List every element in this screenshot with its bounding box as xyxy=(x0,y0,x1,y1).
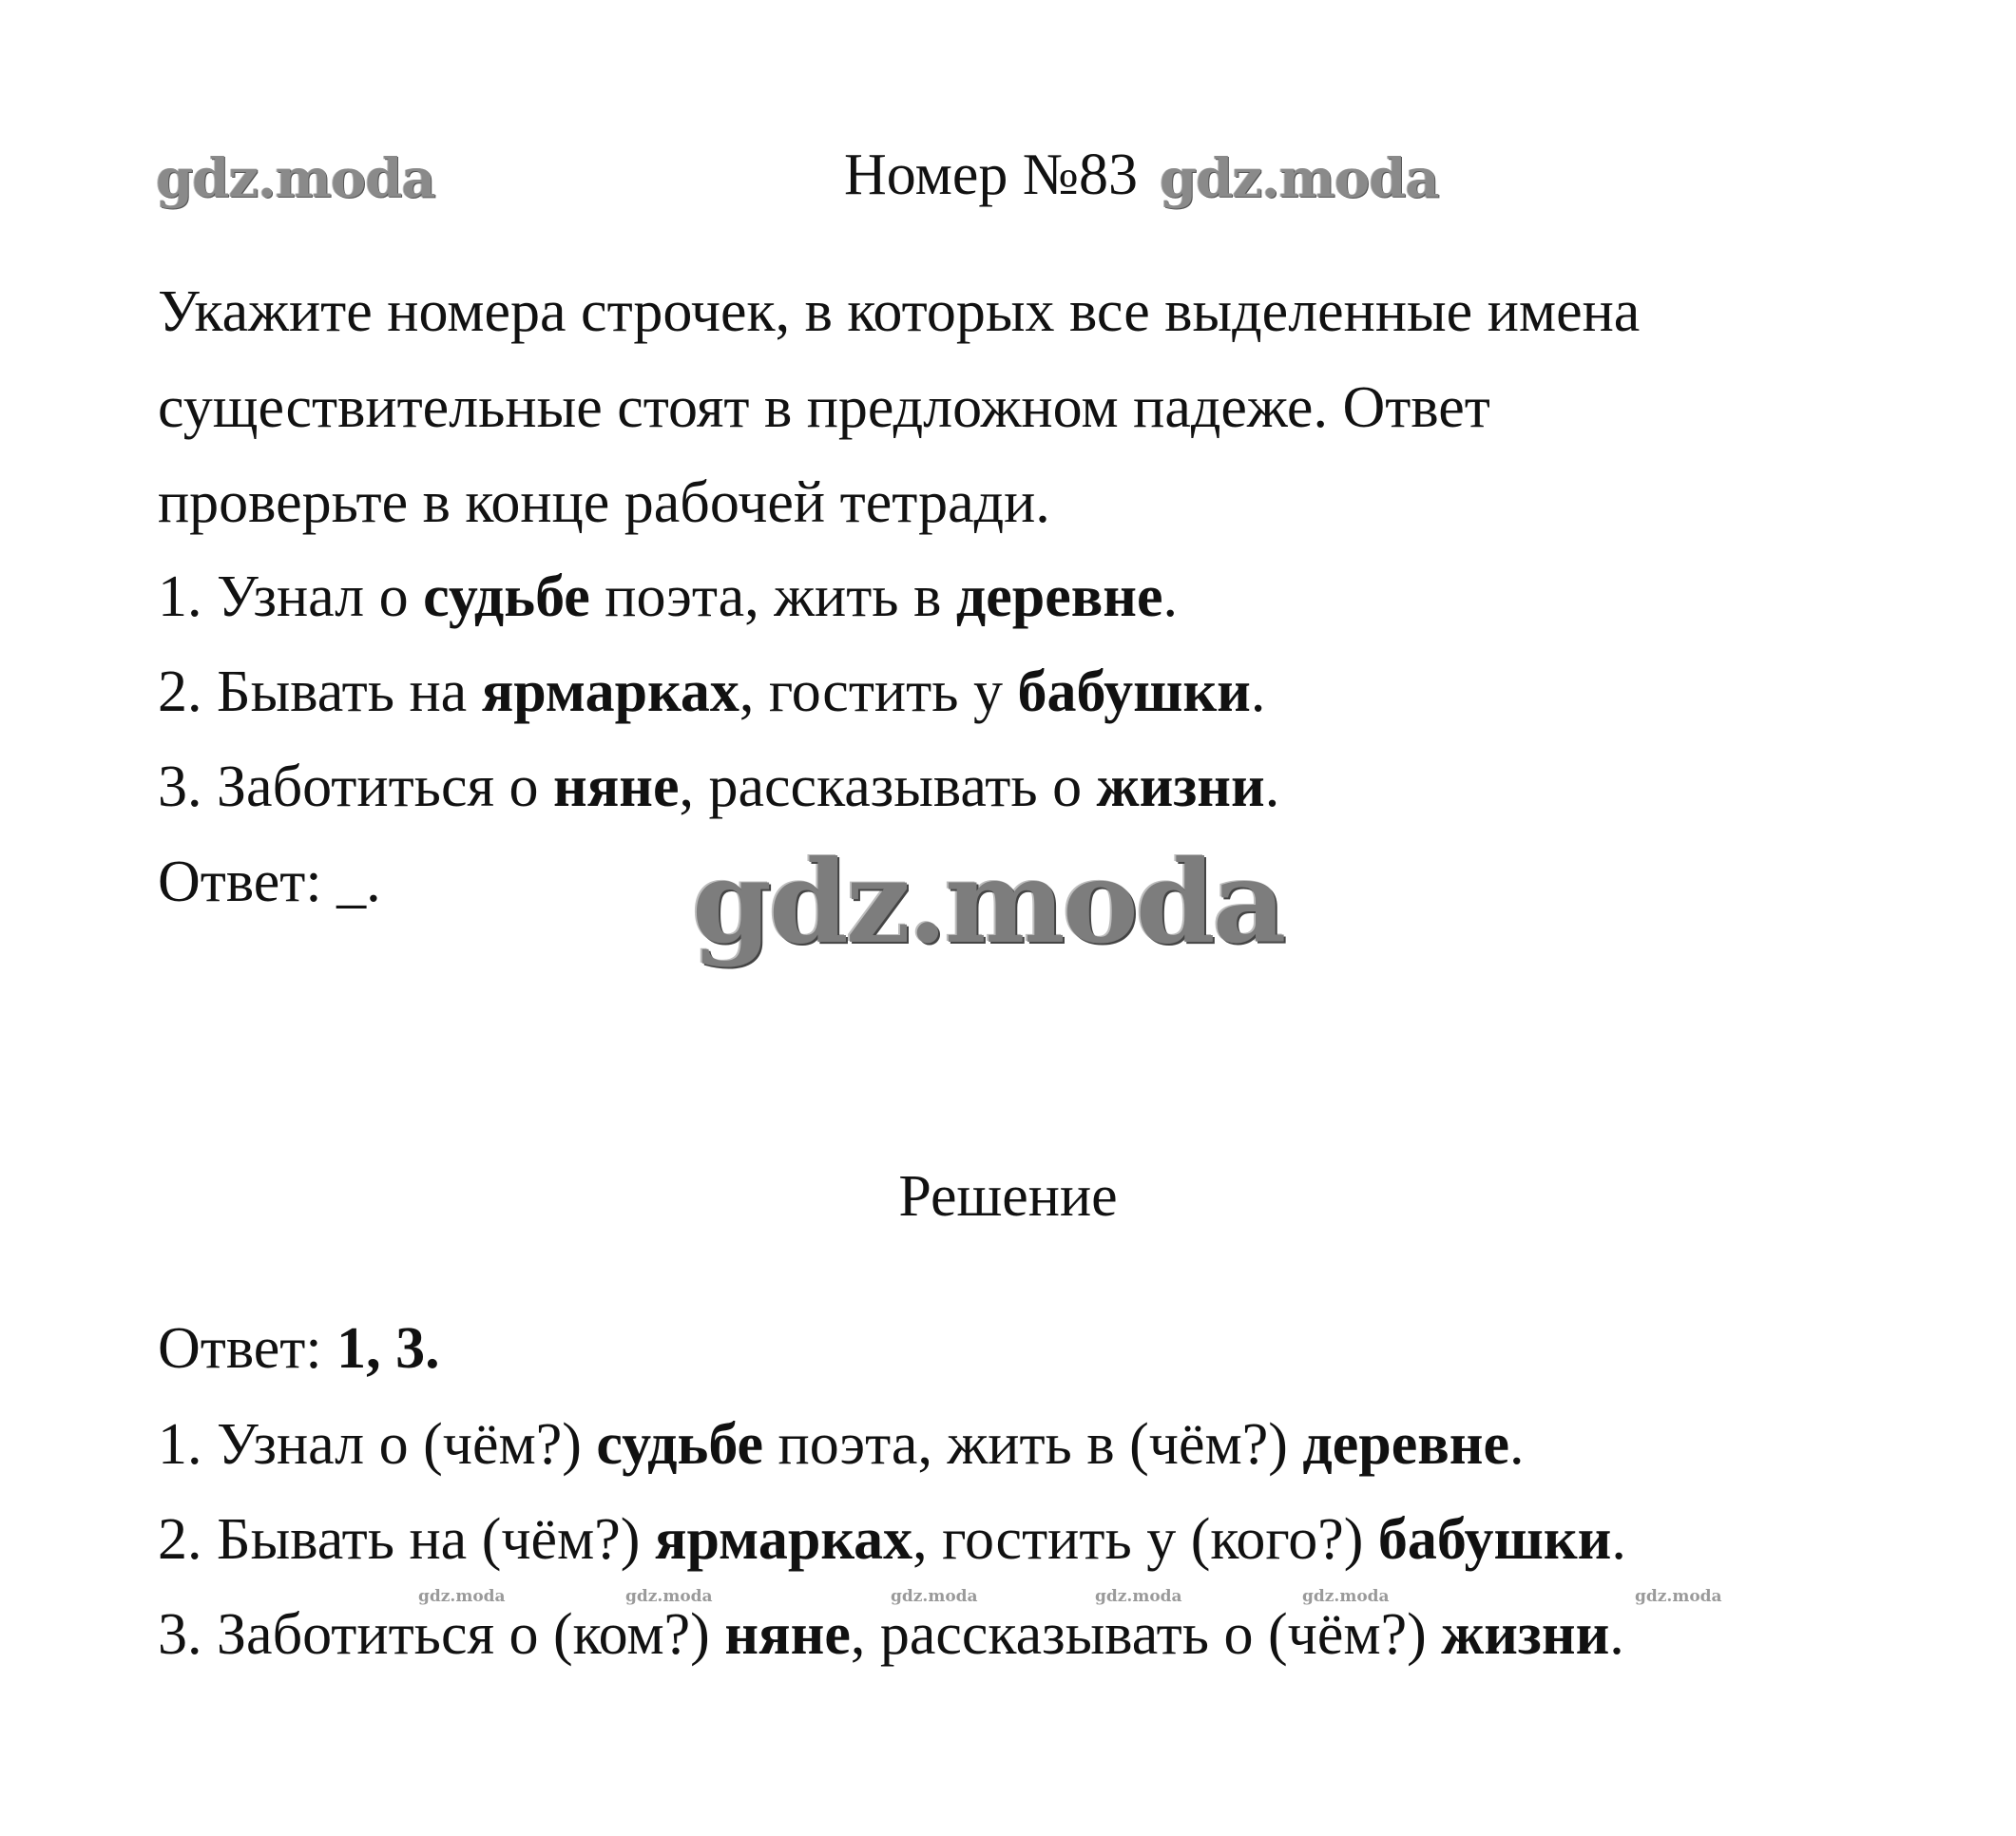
highlighted-noun: жизни xyxy=(1096,755,1265,819)
item-text: Узнал о (чём?) xyxy=(217,1412,597,1477)
highlighted-noun: судьбе xyxy=(596,1412,764,1477)
answer-value: 1, 3. xyxy=(336,1316,440,1381)
watermark-tiny: gdz.moda xyxy=(1095,1587,1182,1606)
item-text: Бывать на xyxy=(217,660,482,724)
item-text: , рассказывать о (чём?) xyxy=(850,1602,1442,1667)
item-text: , гостить у (кого?) xyxy=(912,1507,1378,1572)
solution-heading: Решение xyxy=(898,1164,1118,1229)
item-text: , рассказывать о xyxy=(679,755,1097,819)
answer-label: Ответ: xyxy=(158,1316,337,1381)
task-item-3 xyxy=(158,755,1280,819)
item-number: 1. xyxy=(158,564,202,629)
watermark-tiny: gdz.moda xyxy=(625,1587,713,1606)
solution-item-3 xyxy=(158,1602,1624,1667)
highlighted-noun: деревне xyxy=(1302,1412,1509,1477)
highlighted-noun: няне xyxy=(553,755,680,819)
highlighted-noun: ярмарках xyxy=(481,660,739,724)
task-text-line: существительные стоят в предложном падеже. Ответ xyxy=(158,375,1490,440)
watermark-tiny: gdz.moda xyxy=(418,1587,506,1606)
task-text-line: Укажите номера строчек, в которых все выделенные имена xyxy=(158,279,1641,344)
task-answer-blank: Ответ: _. xyxy=(158,850,381,914)
solution-item-2 xyxy=(158,1507,1626,1572)
watermark-tiny: gdz.moda xyxy=(1635,1587,1722,1606)
highlighted-noun: бабушки xyxy=(1017,660,1251,724)
task-item-2 xyxy=(158,660,1266,724)
highlighted-noun: судьбе xyxy=(423,564,590,629)
item-number: 3. xyxy=(158,755,202,819)
watermark-tiny: gdz.moda xyxy=(1302,1587,1390,1606)
task-item-1 xyxy=(158,564,1178,629)
item-end: . xyxy=(1162,564,1178,629)
item-end: . xyxy=(1508,1412,1525,1477)
item-text: Заботиться о xyxy=(217,755,553,819)
task-text-line: проверьте в конце рабочей тетради. xyxy=(158,470,1050,535)
watermark-top-right: gdz.moda xyxy=(1160,147,1439,210)
highlighted-noun: бабушки xyxy=(1377,1507,1612,1572)
watermark-tiny: gdz.moda xyxy=(891,1587,978,1606)
watermark-top-left: gdz.moda xyxy=(156,147,435,210)
item-text: Узнал о xyxy=(217,564,424,629)
item-text: поэта, жить в (чём?) xyxy=(763,1412,1303,1477)
solution-answer xyxy=(158,1316,440,1381)
highlighted-noun: жизни xyxy=(1441,1602,1610,1667)
item-number: 3. xyxy=(158,1602,202,1667)
item-end: . xyxy=(1611,1507,1626,1572)
highlighted-noun: няне xyxy=(724,1602,851,1667)
item-number: 2. xyxy=(158,1507,202,1572)
highlighted-noun: деревне xyxy=(955,564,1163,629)
item-text: Заботиться о (ком?) xyxy=(217,1602,725,1667)
item-end: . xyxy=(1250,660,1266,724)
item-end: . xyxy=(1609,1602,1624,1667)
item-text: Бывать на (чём?) xyxy=(217,1507,655,1572)
item-number: 1. xyxy=(158,1412,202,1477)
watermark-center: gdz.moda xyxy=(692,835,1284,969)
item-text: поэта, жить в xyxy=(589,564,956,629)
item-text: , гостить у xyxy=(739,660,1018,724)
item-number: 2. xyxy=(158,660,202,724)
solution-item-1 xyxy=(158,1412,1525,1477)
page-title: Номер №83 xyxy=(844,143,1139,207)
item-end: . xyxy=(1264,755,1280,819)
highlighted-noun: ярмарках xyxy=(654,1507,913,1572)
